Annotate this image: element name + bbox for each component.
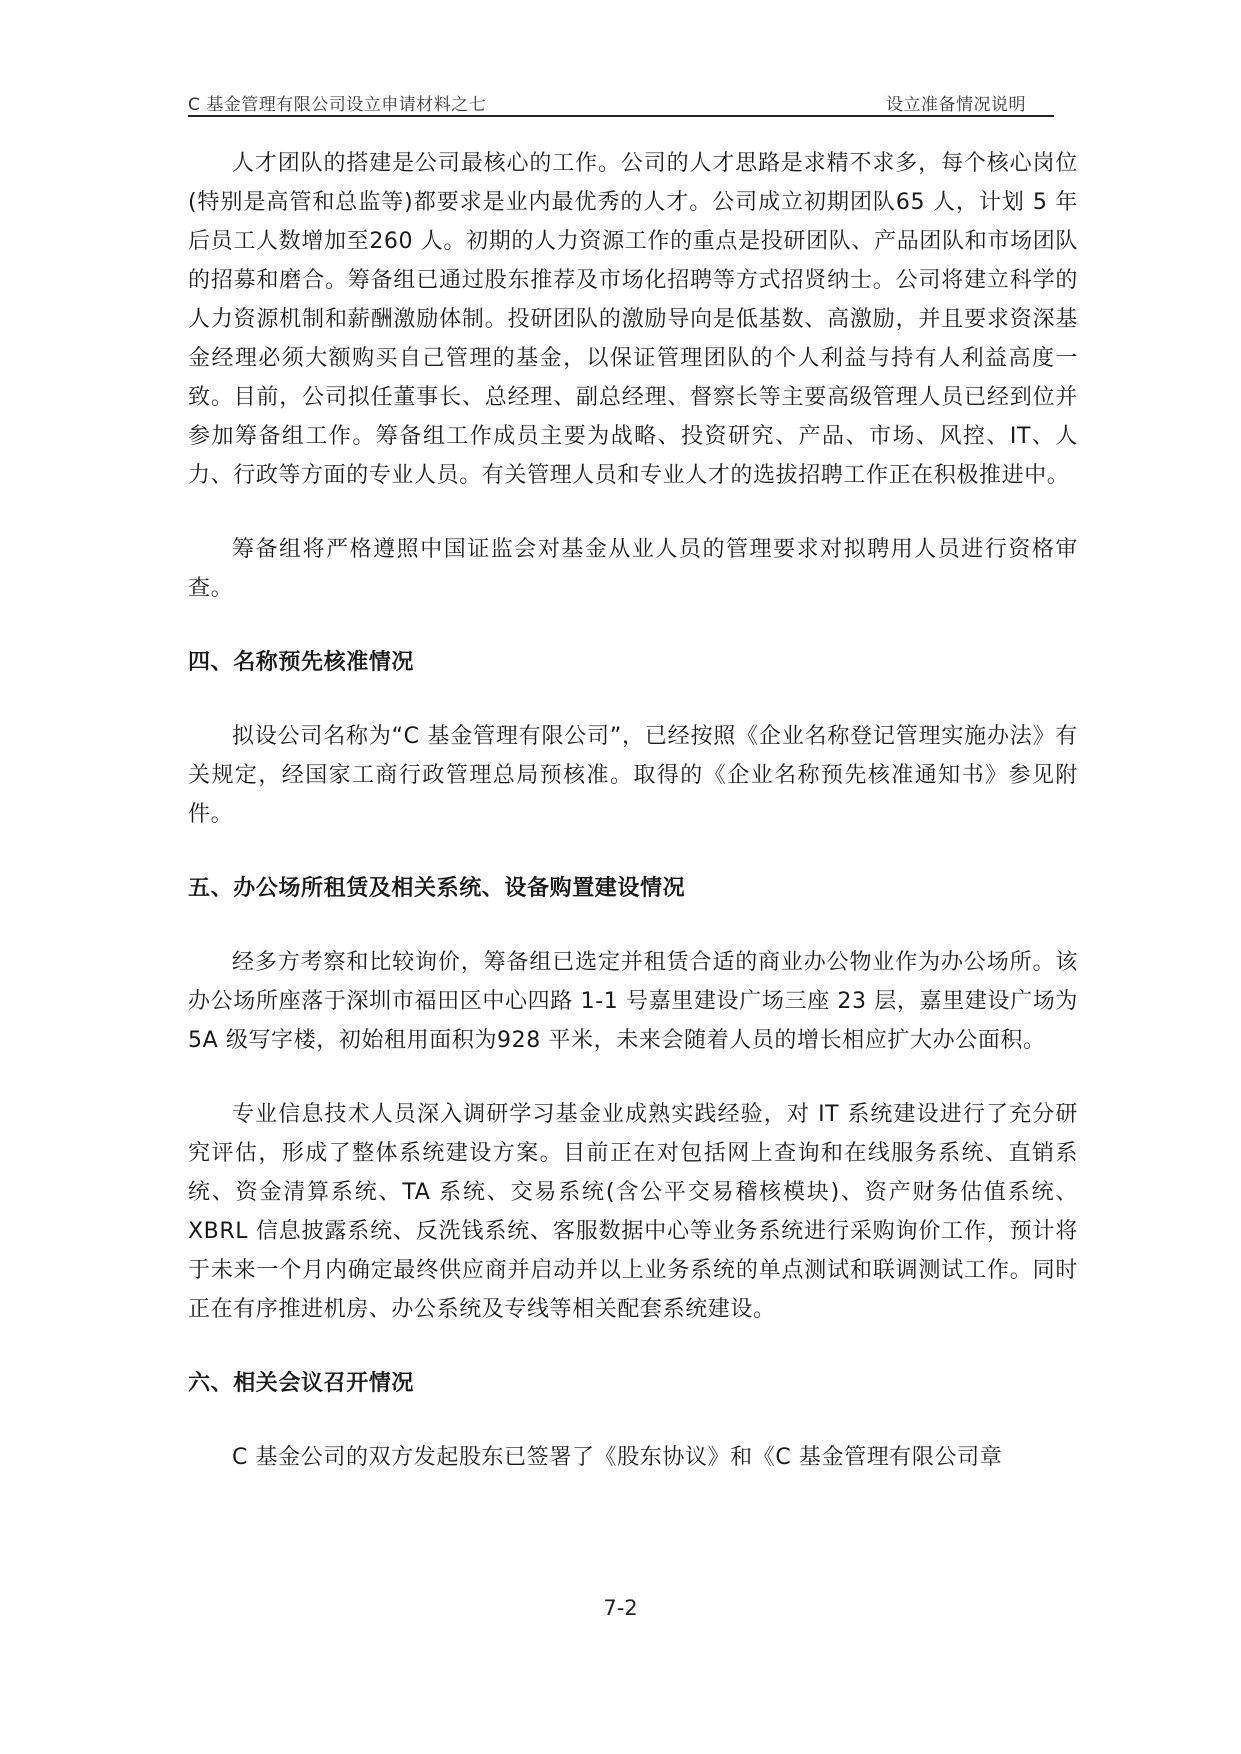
section-heading-name-approval: 四、名称预先核准情况: [188, 650, 415, 675]
paragraph-gap: [188, 1403, 1078, 1438]
paragraph-name-approval: 拟设公司名称为“C 基金管理有限公司”，已经按照《企业名称登记管理实施办法》有关规定，经国家工商行政管理总局预核准。取得的《企业名称预先核准通知书》参见附件。: [188, 724, 1078, 827]
paragraph-it-systems: 专业信息技术人员深入调研学习基金业成熟实践经验，对 IT 系统建设进行了充分研究评估，形成了整体系统建设方案。目前正在对包括网上查询和在线服务系统、直销系统、资金清算系统、TA 系统、交易系统(含公平交易稽核模块)、资产财务估值系统、XBRL 信息披露系统、反洗钱系统、客服数据中心等业务系统进行采购询价工作，预计将于未来一个月内确定最终供应商并启动并以上业务系统的单点测试和联调测试工作。同时正在有序推进机房、办公系统及专线等相关配套系统建设。: [188, 1102, 1078, 1322]
page-header: [188, 86, 1054, 116]
document-body: [188, 144, 1078, 1477]
paragraph-gap: [188, 682, 1078, 717]
paragraph-gap: [188, 1060, 1078, 1095]
section-heading-meetings: 六、相关会议召开情况: [188, 1371, 415, 1396]
header-section-title: 设立准备情况说明: [886, 95, 1026, 115]
header-document-title: C 基金管理有限公司设立申请材料之七: [188, 95, 487, 115]
paragraph-gap: [188, 1329, 1078, 1364]
paragraph-talent-team: 人才团队的搭建是公司最核心的工作。公司的人才思路是求精不求多，每个核心岗位(特别是高管和总监等)都要求是业内最优秀的人才。公司成立初期团队65 人，计划 5 年后员工人数增加至260 人。初期的人力资源工作的重点是投研团队、产品团队和市场团队的招募和磨合。筹备组已通过股东推荐及市场化招聘等方式招贤纳士。公司将建立科学的人力资源机制和薪酬激励体制。投研团队的激励导向是低基数、高激励，并且要求资深基金经理必须大额购买自己管理的基金，以保证管理团队的个人利益与持有人利益高度一致。目前，公司拟任董事长、总经理、副总经理、督察长等主要高级管理人员已经到位并参加筹备组工作。筹备组工作成员主要为战略、投资研究、产品、市场、风控、IT、人力、行政等方面的专业人员。有关管理人员和专业人才的选拔招聘工作正在积极推进中。: [188, 151, 1078, 488]
paragraph-shareholder-agreement: C 基金公司的双方发起股东已签署了《股东协议》和《C 基金管理有限公司章: [232, 1445, 1003, 1470]
paragraph-gap: [188, 834, 1078, 869]
paragraph-qualification-review: 筹备组将严格遵照中国证监会对基金从业人员的管理要求对拟聘用人员进行资格审查。: [188, 537, 1078, 601]
page-number: 7-2: [603, 1596, 638, 1620]
paragraph-gap: [188, 908, 1078, 943]
section-heading-office-systems: 五、办公场所租赁及相关系统、设备购置建设情况: [188, 876, 686, 901]
paragraph-office-lease: 经多方考察和比较询价，筹备组已选定并租赁合适的商业办公物业作为办公场所。该办公场所座落于深圳市福田区中心四路 1-1 号嘉里建设广场三座 23 层，嘉里建设广场为5A 级写字楼，初始租用面积为928 平米，未来会随着人员的增长相应扩大办公面积。: [188, 950, 1078, 1053]
paragraph-gap: [188, 608, 1078, 643]
paragraph-gap: [188, 495, 1078, 530]
header-divider: [188, 115, 1054, 117]
